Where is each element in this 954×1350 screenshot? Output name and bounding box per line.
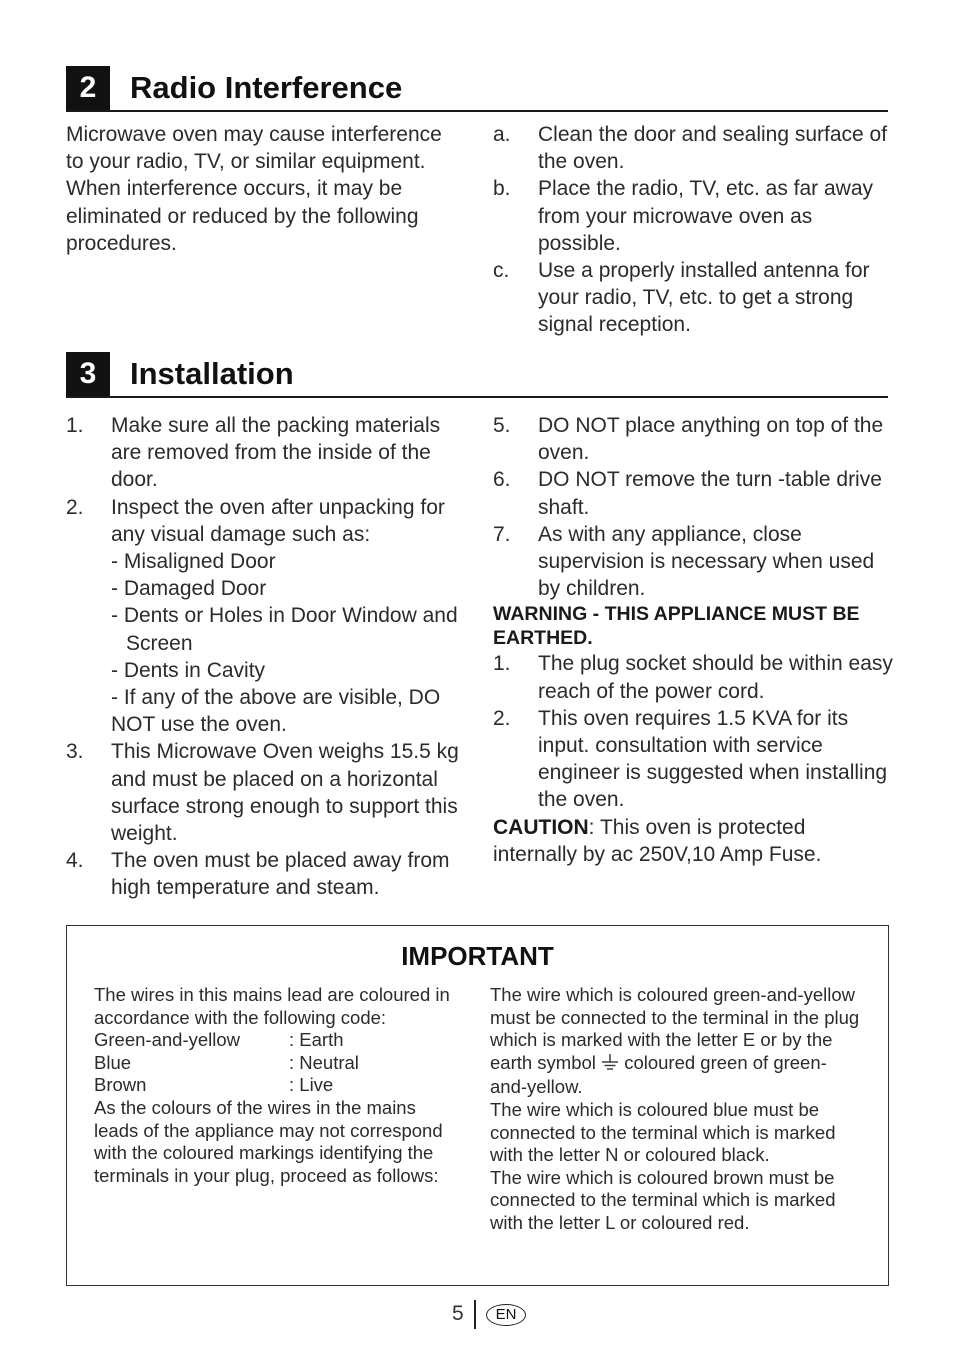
- list-item: b. Place the radio, TV, etc. as far away from your microwave oven as possible.: [493, 177, 874, 255]
- caution-label: CAUTION: [493, 815, 589, 839]
- radio-intro-column: [66, 121, 462, 257]
- list-item: c. Use a properly installed antenna for your radio, TV, etc. to get a strong signal reception.: [493, 259, 870, 337]
- important-intro: The wires in this mains lead are coloured in accordance with the following code:: [94, 984, 450, 1028]
- page-number: 5: [452, 1302, 464, 1325]
- list-item: 1. Make sure all the packing materials are removed from the inside of the door.: [66, 414, 441, 492]
- section-header-radio-interference: [66, 66, 888, 112]
- caution-note: [493, 814, 893, 868]
- earth-symbol-icon: [601, 1053, 619, 1077]
- section-title: Radio Interference: [130, 70, 403, 105]
- damage-item: - Dents or Holes in Door Window and Screen: [111, 604, 458, 655]
- important-right-column: [490, 984, 862, 1235]
- earth-wire-paragraph: The wire which is coloured green-and-yellow must be connected to the terminal in the plug which is marked with the letter E or by the earth symbol coloured green of green-and-yellow.: [490, 984, 860, 1098]
- list-item: 4. The oven must be placed away from high temperature and steam.: [66, 849, 450, 900]
- page-footer: [0, 1300, 954, 1330]
- earthing-warning: WARNING - THIS APPLIANCE MUST BE EARTHED.: [493, 603, 860, 650]
- section-number-badge: 2: [66, 66, 110, 110]
- blue-wire-paragraph: The wire which is coloured blue must be connected to the terminal which is marked with the letter N or coloured black.: [490, 1098, 836, 1166]
- list-item: 6. DO NOT remove the turn -table drive shaft.: [493, 468, 882, 519]
- damage-item: - Damaged Door: [111, 577, 267, 601]
- important-left-column: [94, 984, 460, 1187]
- section-number-badge: 3: [66, 352, 110, 396]
- damage-item: - Dents in Cavity: [111, 658, 266, 682]
- wire-code-row: Green-and-yellow : Earth: [94, 1029, 344, 1051]
- radio-procedures-list: [493, 121, 890, 339]
- language-badge: EN: [486, 1304, 526, 1326]
- wire-code-row: Blue : Neutral: [94, 1051, 359, 1073]
- list-item: a. Clean the door and sealing surface of the oven.: [493, 123, 888, 174]
- damage-item: - If any of the above are visible, DO NOT use the oven.: [111, 686, 441, 737]
- important-title: IMPORTANT: [401, 941, 554, 971]
- caution-text: : This oven is protected internally by ac 250V,10 Amp Fuse.: [493, 815, 822, 866]
- list-item: 2. Inspect the oven after unpacking for any visual damage such as:: [66, 495, 445, 546]
- section-header-installation: [66, 352, 888, 398]
- footer-divider: [474, 1300, 476, 1329]
- important-outro: As the colours of the wires in the mains leads of the appliance may not correspond with the coloured markings identifying the terminals in your plug, proceed as follows:: [94, 1096, 443, 1186]
- list-item: 2. This oven requires 1.5 KVA for its input. consultation with service engineer is suggested when installing the oven.: [493, 706, 888, 812]
- installation-left-column: [66, 412, 464, 902]
- list-item: 1. The plug socket should be within easy reach of the power cord.: [493, 652, 893, 703]
- important-box: [66, 925, 889, 1286]
- installation-right-column: [493, 412, 893, 868]
- list-item: 3. This Microwave Oven weighs 15.5 kg and must be placed on a horizontal surface strong enough to support this weight.: [66, 740, 459, 846]
- brown-wire-paragraph: The wire which is coloured brown must be connected to the terminal which is marked with the letter L or coloured red.: [490, 1166, 836, 1233]
- wire-code-row: Brown : Live: [94, 1074, 334, 1096]
- radio-intro-text: Microwave oven may cause interference to your radio, TV, or similar equipment. When interference occurs, it may be eliminated or reduced by the following procedures.: [66, 123, 442, 255]
- list-item: 5. DO NOT place anything on top of the oven.: [493, 414, 884, 465]
- section-title: Installation: [130, 356, 294, 391]
- list-item: 7. As with any appliance, close supervision is necessary when used by children.: [493, 522, 875, 601]
- damage-item: - Misaligned Door: [111, 550, 276, 574]
